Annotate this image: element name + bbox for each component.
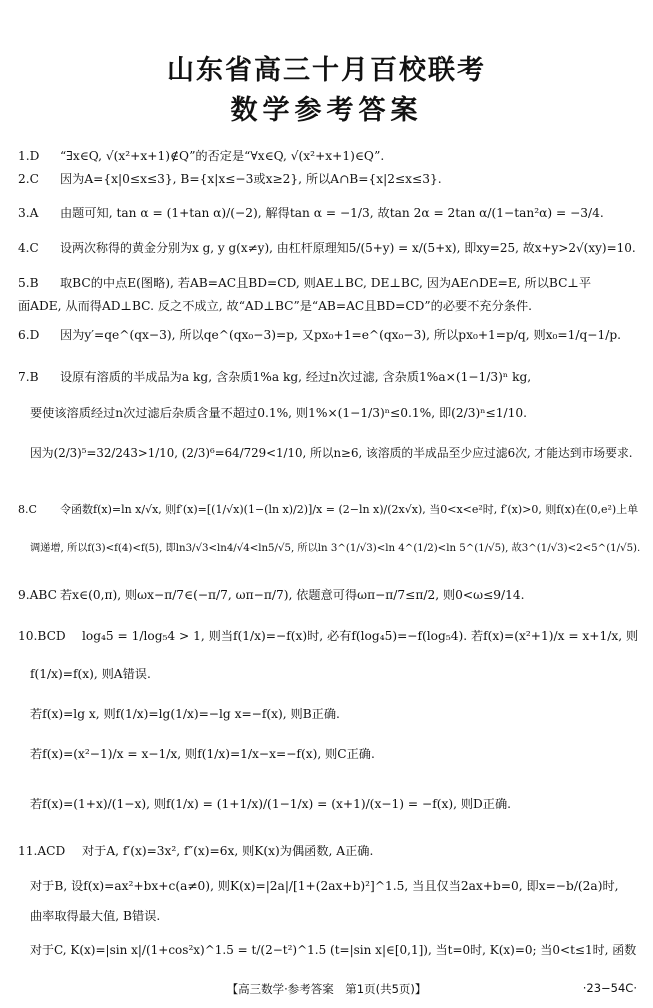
answer-text: 若f(x)=(1+x)/(1−x), 则f(1/x) = (1+1/x)/(1−1/x) = (x+1)/(x−1) = −f(x), 则D正确.: [30, 797, 512, 811]
answer-number: 5.B: [18, 276, 39, 290]
answer-line: [30, 541, 640, 557]
answer-text: 因为y′=qe^(qx−3), 所以qe^(qx₀−3)=p, 又px₀+1=e^(qx₀−3), 所以px₀+1=p/q, 则x₀=1/q−1/p.: [60, 328, 622, 342]
document-code: ·23−54C·: [582, 981, 637, 995]
answer-text: 调递增, 所以f(3)<f(4)<f(5), 即ln3/√3<ln4/√4<ln5/√5, 所以ln 3^(1/√3)<ln 4^(1/2)<ln 5^(1/√5), 故3^(1/√3)<2<5^(1/√5).: [30, 543, 641, 554]
answer-text: 取BC的中点E(图略), 若AB=AC且BD=CD, 则AE⊥BC, DE⊥BC, 因为AE∩DE=E, 所以BC⊥平: [60, 276, 592, 290]
answer-line: [18, 205, 604, 221]
answer-line: [30, 878, 619, 894]
answer-number: 1.D: [18, 149, 40, 163]
answer-line: [30, 445, 633, 461]
answer-text: 要使该溶质经过n次过滤后杂质含量不超过0.1%, 则1%×(1−1/3)ⁿ≤0.1%, 即(2/3)ⁿ≤1/10.: [30, 406, 527, 420]
answer-number: 10.BCD: [18, 629, 66, 643]
answer-line: [18, 327, 621, 343]
answer-line: [30, 796, 511, 812]
answer-text: 对于B, 设f(x)=ax²+bx+c(a≠0), 则K(x)=|2a|/[1+(2ax+b)²]^1.5, 当且仅当2ax+b=0, 即x=−b/(2a)时,: [30, 879, 619, 893]
answer-text: 设原有溶质的半成品为a kg, 含杂质1%a kg, 经过n次过滤, 含杂质1%a×(1−1/3)ⁿ kg,: [60, 370, 532, 384]
answer-text: 面ADE, 从而得AD⊥BC. 反之不成立, 故“AD⊥BC”是“AB=AC且BD=CD”的必要不充分条件.: [18, 299, 533, 313]
answer-text: log₄5 = 1/log₅4 > 1, 则当f(1/x)=−f(x)时, 必有f(log₄5)=−f(log₅4). 若f(x)=(x²+1)/x = x+1/x, 则: [82, 629, 639, 643]
answer-line: [30, 706, 340, 722]
answer-text: 令函数f(x)=ln x/√x, 则f′(x)=[(1/√x)(1−(ln x)/2)]/x = (2−ln x)/(2x√x), 当0<x<e²时, f′(x)>0, 则f(x)在(0,e²)上单: [60, 503, 639, 516]
answer-number: 6.D: [18, 328, 40, 342]
page-subtitle: 数学参考答案: [230, 95, 423, 126]
answer-number: 11.ACD: [18, 844, 66, 858]
answer-text: 由题可知, tan α = (1+tan α)/(−2), 解得tan α = −1/3, 故tan 2α = 2tan α/(1−tan²α) = −3/4.: [60, 206, 604, 220]
answer-number: 8.C: [18, 503, 37, 516]
answer-line: [30, 942, 636, 958]
page-title: 山东省高三十月百校联考: [167, 55, 486, 86]
answer-text: 因为(2/3)⁵=32/243>1/10, (2/3)⁶=64/729<1/10, 所以n≥6, 该溶质的半成品至少应过滤6次, 才能达到市场要求.: [30, 446, 633, 460]
answer-text: 对于A, f′(x)=3x², f″(x)=6x, 则K(x)为偶函数, A正确.: [82, 844, 374, 858]
answer-number: 9.ABC: [18, 588, 57, 602]
answer-text: 若f(x)=lg x, 则f(1/x)=lg(1/x)=−lg x=−f(x), 则B正确.: [30, 707, 340, 721]
answer-text: 因为A={x|0≤x≤3}, B={x|x≤−3或x≥2}, 所以A∩B={x|2≤x≤3}.: [60, 172, 442, 186]
answer-line: [18, 843, 373, 859]
answer-line: [18, 148, 384, 164]
answer-line: [18, 587, 525, 603]
answer-line: [18, 502, 638, 518]
answer-line: [18, 240, 636, 256]
answer-text: 对于C, K(x)=|sin x|/(1+cos²x)^1.5 = t/(2−t²)^1.5 (t=|sin x|∈[0,1]), 当t=0时, K(x)=0; 当0<t≤1时, 函数: [30, 943, 637, 957]
answer-text: “∃x∈Q, √(x²+x+1)∉Q”的否定是“∀x∈Q, √(x²+x+1)∈Q”.: [60, 149, 385, 163]
answer-line: [30, 405, 527, 421]
answer-line: [30, 746, 375, 762]
answer-line: [30, 666, 151, 682]
answer-line: [18, 275, 591, 291]
answer-line: [18, 171, 442, 187]
answer-text: 若f(x)=(x²−1)/x = x−1/x, 则f(1/x)=1/x−x=−f(x), 则C正确.: [30, 747, 375, 761]
answer-text: 设两次称得的黄金分别为x g, y g(x≠y), 由杠杆原理知5/(5+y) = x/(5+x), 即xy=25, 故x+y>2√(xy)=10.: [60, 241, 636, 255]
answer-number: 2.C: [18, 172, 39, 186]
page-footer: 【高三数学·参考答案 第1页(共5页)】: [226, 982, 427, 996]
answer-number: 4.C: [18, 241, 39, 255]
answer-line: [18, 628, 638, 644]
answer-line: [18, 369, 531, 385]
answer-number: 7.B: [18, 370, 39, 384]
answer-number: 3.A: [18, 206, 39, 220]
answer-line: [18, 298, 532, 314]
answer-text: 曲率取得最大值, B错误.: [30, 909, 161, 923]
answer-text: 若x∈(0,π), 则ωx−π/7∈(−π/7, ωπ−π/7), 依题意可得ωπ−π/7≤π/2, 则0<ω≤9/14.: [60, 588, 525, 602]
answer-text: f(1/x)=f(x), 则A错误.: [30, 667, 151, 681]
answer-line: [30, 908, 160, 924]
